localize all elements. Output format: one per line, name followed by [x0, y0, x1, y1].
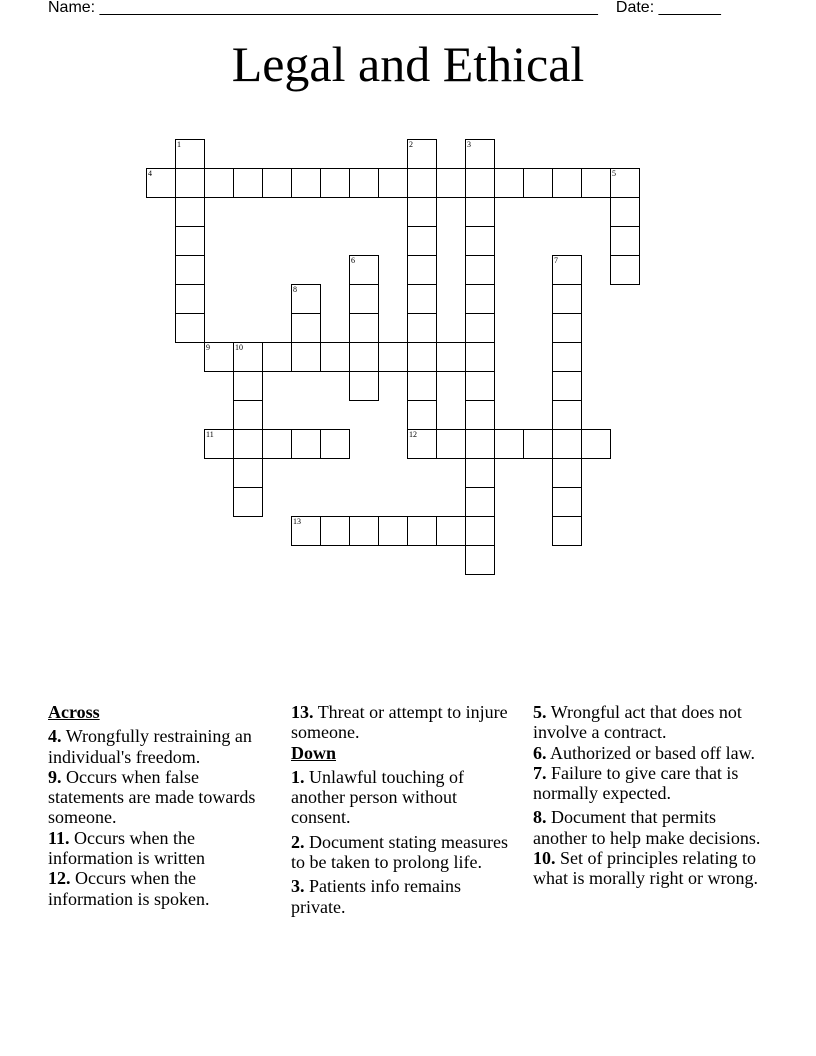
- across-heading: Across: [48, 702, 100, 722]
- grid-cell[interactable]: [175, 139, 205, 169]
- grid-cell[interactable]: [378, 342, 408, 372]
- grid-cell[interactable]: [436, 168, 466, 198]
- grid-cell[interactable]: [465, 516, 495, 546]
- clue-number: 10.: [533, 848, 556, 869]
- cell-number: 3: [467, 140, 471, 149]
- grid-cell[interactable]: [407, 168, 437, 198]
- grid-cell[interactable]: [552, 458, 582, 488]
- grid-cell[interactable]: [465, 313, 495, 343]
- clue-column-1: [48, 702, 273, 909]
- cell-number: 9: [206, 343, 210, 352]
- grid-cell[interactable]: [291, 313, 321, 343]
- clue-text: Set of principles relating to what is morally right or wrong.: [533, 848, 758, 889]
- grid-cell[interactable]: [407, 371, 437, 401]
- clue-across-9: [48, 767, 273, 828]
- grid-cell[interactable]: [291, 284, 321, 314]
- grid-cell[interactable]: [465, 458, 495, 488]
- grid-cell[interactable]: [175, 284, 205, 314]
- cell-number: 13: [293, 517, 301, 526]
- grid-cell[interactable]: [349, 313, 379, 343]
- grid-cell[interactable]: [436, 516, 466, 546]
- grid-cell[interactable]: [291, 516, 321, 546]
- grid-cell[interactable]: [262, 168, 292, 198]
- cell-number: 8: [293, 285, 297, 294]
- grid-cell[interactable]: [233, 342, 263, 372]
- grid-cell[interactable]: [233, 371, 263, 401]
- clue-across-11: [48, 828, 273, 869]
- grid-cell[interactable]: [494, 429, 524, 459]
- grid-cell[interactable]: [581, 429, 611, 459]
- grid-cell[interactable]: [465, 342, 495, 372]
- grid-cell[interactable]: [610, 168, 640, 198]
- grid-cell[interactable]: [552, 371, 582, 401]
- clue-number: 7.: [533, 762, 547, 783]
- grid-cell[interactable]: [465, 197, 495, 227]
- clue-text: Occurs when false statements are made towards someone.: [48, 766, 256, 828]
- grid-cell[interactable]: [465, 371, 495, 401]
- grid-cell[interactable]: [523, 168, 553, 198]
- cell-number: 1: [177, 140, 181, 149]
- down-heading: Down: [291, 742, 337, 763]
- grid-cell[interactable]: [233, 458, 263, 488]
- clue-text: Occurs when the information is written: [48, 827, 205, 869]
- grid-cell[interactable]: [436, 342, 466, 372]
- grid-cell[interactable]: [262, 342, 292, 372]
- cell-number: 12: [409, 430, 417, 439]
- grid-cell[interactable]: [436, 429, 466, 459]
- grid-cell[interactable]: [465, 400, 495, 430]
- grid-cell[interactable]: [407, 342, 437, 372]
- grid-cell[interactable]: [610, 226, 640, 256]
- grid-cell[interactable]: [233, 487, 263, 517]
- clue-text: Occurs when the information is spoken.: [48, 868, 210, 909]
- grid-cell[interactable]: [552, 342, 582, 372]
- cell-number: 7: [554, 256, 558, 265]
- clue-number: 5.: [533, 702, 547, 722]
- clue-down-10: [533, 848, 773, 889]
- grid-cell[interactable]: [552, 516, 582, 546]
- grid-cell[interactable]: [175, 255, 205, 285]
- grid-cell[interactable]: [552, 400, 582, 430]
- grid-cell[interactable]: [291, 342, 321, 372]
- grid-cell[interactable]: [552, 168, 582, 198]
- grid-cell[interactable]: [349, 255, 379, 285]
- grid-cell[interactable]: [552, 487, 582, 517]
- grid-cell[interactable]: [320, 429, 350, 459]
- grid-cell[interactable]: [465, 429, 495, 459]
- clue-across-12: [48, 868, 273, 909]
- grid-cell[interactable]: [349, 371, 379, 401]
- grid-cell[interactable]: [407, 429, 437, 459]
- clue-text: Patients info remains private.: [291, 876, 461, 917]
- grid-cell[interactable]: [610, 255, 640, 285]
- grid-cell[interactable]: [204, 342, 234, 372]
- clue-text: Failure to give care that is normally expected.: [533, 762, 739, 804]
- grid-cell[interactable]: [233, 400, 263, 430]
- clue-down-1: [291, 767, 513, 828]
- clue-number: 8.: [533, 807, 547, 828]
- clue-text: Wrongful act that does not involve a contract.: [533, 702, 742, 743]
- clue-number: 1.: [291, 766, 305, 787]
- grid-cell[interactable]: [407, 255, 437, 285]
- grid-cell[interactable]: [581, 168, 611, 198]
- grid-cell[interactable]: [552, 284, 582, 314]
- grid-cell[interactable]: [465, 139, 495, 169]
- clue-number: 3.: [291, 876, 305, 897]
- clue-across-4: [48, 726, 273, 767]
- grid-cell[interactable]: [552, 313, 582, 343]
- grid-cell[interactable]: [262, 429, 292, 459]
- grid-cell[interactable]: [349, 516, 379, 546]
- grid-cell[interactable]: [291, 429, 321, 459]
- grid-cell[interactable]: [465, 545, 495, 575]
- clue-down-3: [291, 876, 513, 917]
- grid-cell[interactable]: [175, 313, 205, 343]
- grid-cell[interactable]: [523, 429, 553, 459]
- clue-across-13: [291, 702, 513, 743]
- date-field[interactable]: Date: _______: [615, 0, 721, 16]
- grid-cell[interactable]: [320, 168, 350, 198]
- clue-text: Document that permits another to help make decisions.: [533, 807, 761, 848]
- grid-cell[interactable]: [465, 226, 495, 256]
- clue-number: 4.: [48, 726, 62, 747]
- name-field[interactable]: Name: ________________________________________________________: [48, 0, 598, 16]
- clue-down-2: [291, 832, 513, 873]
- clue-text: Threat or attempt to injure someone.: [291, 702, 508, 743]
- grid-cell[interactable]: [407, 226, 437, 256]
- grid-cell[interactable]: [349, 168, 379, 198]
- clue-number: 6.: [533, 742, 547, 763]
- clue-down-7: [533, 763, 773, 804]
- clue-text: Wrongfully restraining an individual's freedom.: [48, 726, 252, 767]
- cell-number: 6: [351, 256, 355, 265]
- grid-cell[interactable]: [291, 168, 321, 198]
- clue-text: Document stating measures to be taken to prolong life.: [291, 831, 508, 873]
- clue-text: Authorized or based off law.: [550, 742, 755, 763]
- grid-cell[interactable]: [204, 429, 234, 459]
- grid-cell[interactable]: [552, 255, 582, 285]
- grid-cell[interactable]: [320, 342, 350, 372]
- grid-cell[interactable]: [349, 284, 379, 314]
- grid-cell[interactable]: [407, 139, 437, 169]
- grid-cell[interactable]: [407, 313, 437, 343]
- grid-cell[interactable]: [175, 197, 205, 227]
- grid-cell[interactable]: [233, 168, 263, 198]
- grid-cell[interactable]: [407, 197, 437, 227]
- grid-cell[interactable]: [146, 168, 176, 198]
- cell-number: 10: [235, 343, 243, 352]
- clue-number: 9.: [48, 766, 62, 787]
- grid-cell[interactable]: [552, 429, 582, 459]
- page-title: Legal and Ethical: [231, 36, 585, 92]
- grid-cell[interactable]: [407, 400, 437, 430]
- clue-down-8: [533, 807, 773, 848]
- grid-cell[interactable]: [407, 516, 437, 546]
- grid-cell[interactable]: [610, 197, 640, 227]
- clue-number: 12.: [48, 868, 71, 889]
- grid-cell[interactable]: [349, 342, 379, 372]
- grid-cell[interactable]: [320, 516, 350, 546]
- clue-down-6: [533, 743, 773, 763]
- cell-number: 2: [409, 140, 413, 149]
- grid-cell[interactable]: [175, 226, 205, 256]
- grid-cell[interactable]: [494, 168, 524, 198]
- grid-cell[interactable]: [465, 255, 495, 285]
- clue-column-2: [291, 702, 513, 917]
- clue-number: 13.: [291, 702, 314, 722]
- grid-cell[interactable]: [233, 429, 263, 459]
- grid-cell[interactable]: [175, 168, 205, 198]
- grid-cell[interactable]: [204, 168, 234, 198]
- clue-number: 11.: [48, 827, 70, 848]
- grid-cell[interactable]: [465, 168, 495, 198]
- grid-cell[interactable]: [465, 284, 495, 314]
- grid-cell[interactable]: [407, 284, 437, 314]
- grid-cell[interactable]: [378, 168, 408, 198]
- clue-column-3: [533, 702, 773, 889]
- clue-number: 2.: [291, 831, 305, 852]
- clue-text: Unlawful touching of another person without consent.: [291, 766, 464, 828]
- cell-number: 4: [148, 169, 152, 178]
- grid-cell[interactable]: [465, 487, 495, 517]
- grid-cell[interactable]: [378, 516, 408, 546]
- cell-number: 5: [612, 169, 616, 178]
- clue-down-5: [533, 702, 773, 743]
- cell-number: 11: [206, 430, 214, 439]
